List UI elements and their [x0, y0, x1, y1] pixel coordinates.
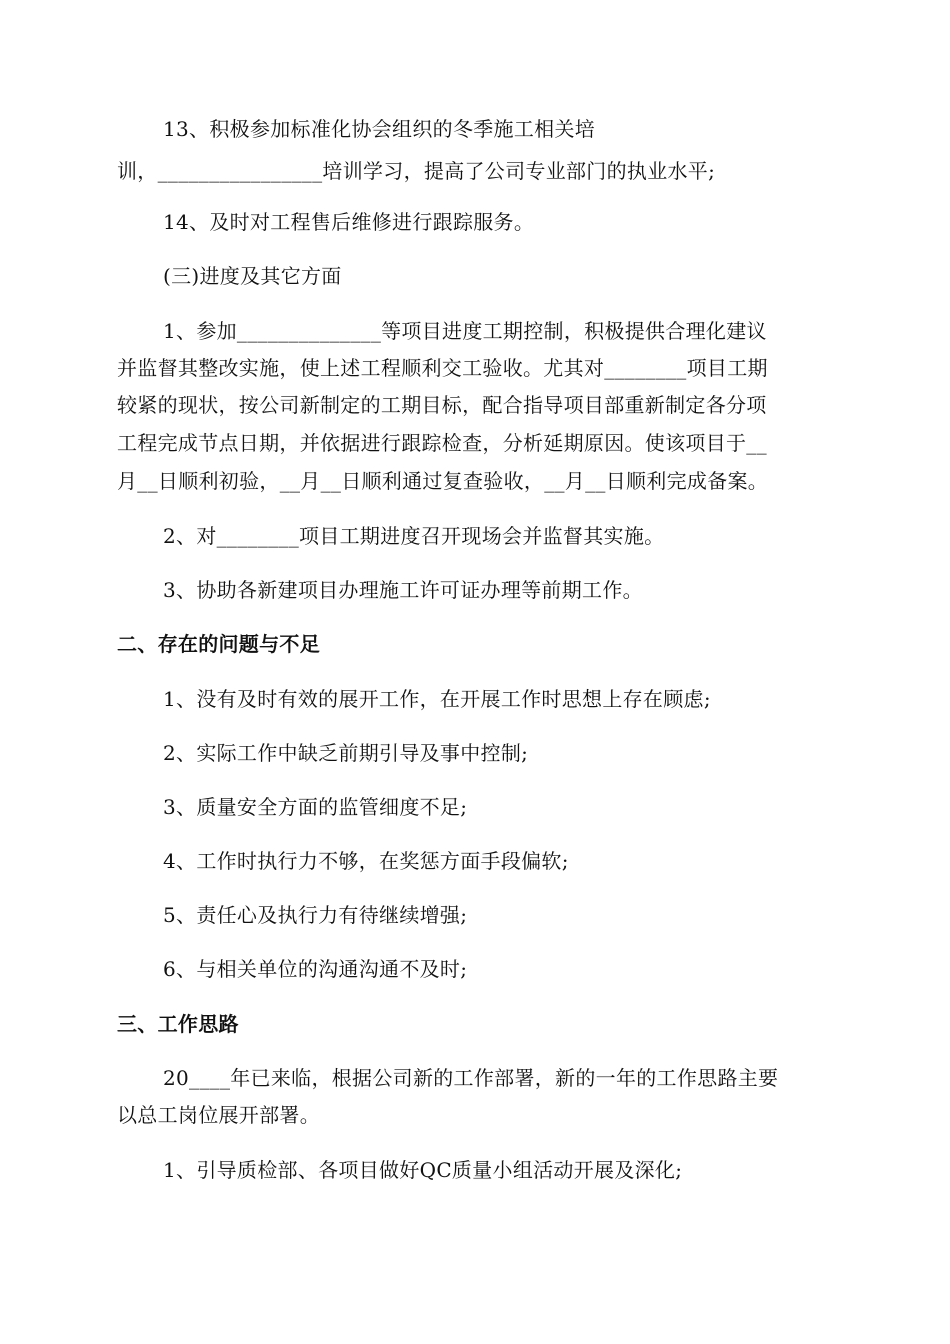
work-ideas-intro-line-1: 20____年已来临，根据公司新的工作部署，新的一年的工作思路主要 — [163, 1066, 779, 1090]
problem-item-5: 5、责任心及执行力有待继续增强; — [163, 903, 468, 927]
work-ideas-item-1: 1、引导质检部、各项目做好QC质量小组活动开展及深化; — [163, 1158, 683, 1182]
section-heading-work-ideas: 三、工作思路 — [117, 1012, 239, 1036]
progress-item-1-line-1: 1、参加______________等项目进度工期控制，积极提供合理化建议 — [163, 319, 767, 343]
problem-item-1: 1、没有及时有效的展开工作，在开展工作时思想上存在顾虑; — [163, 687, 711, 711]
progress-item-1-line-2: 并监督其整改实施，使上述工程顺利交工验收。尤其对________项目工期 — [117, 356, 768, 380]
paragraph-item-13-line-2: 训，________________培训学习，提高了公司专业部门的执业水平; — [117, 159, 716, 183]
problem-item-2: 2、实际工作中缺乏前期引导及事中控制; — [163, 741, 529, 765]
problem-item-4: 4、工作时执行力不够，在奖惩方面手段偏软; — [163, 849, 569, 873]
progress-item-1-line-3: 较紧的现状，按公司新制定的工期目标，配合指导项目部重新制定各分项 — [117, 393, 767, 417]
progress-item-3: 3、协助各新建项目办理施工许可证办理等前期工作。 — [163, 578, 643, 602]
paragraph-item-13-line-1: 13、积极参加标准化协会组织的冬季施工相关培 — [163, 117, 596, 141]
problem-item-6: 6、与相关单位的沟通沟通不及时; — [163, 957, 468, 981]
section-heading-problems: 二、存在的问题与不足 — [117, 632, 320, 656]
progress-item-1-line-4: 工程完成节点日期，并依据进行跟踪检查，分析延期原因。使该项目于__ — [117, 431, 767, 455]
work-ideas-intro-line-2: 以总工岗位展开部署。 — [117, 1103, 320, 1127]
subsection-heading-progress: (三)进度及其它方面 — [163, 264, 342, 288]
paragraph-item-14: 14、及时对工程售后维修进行跟踪服务。 — [163, 210, 535, 234]
progress-item-2: 2、对________项目工期进度召开现场会并监督其实施。 — [163, 524, 665, 548]
progress-item-1-line-5: 月__日顺利初验，__月__日顺利通过复查验收，__月__日顺利完成备案。 — [117, 469, 769, 493]
problem-item-3: 3、质量安全方面的监管细度不足; — [163, 795, 468, 819]
